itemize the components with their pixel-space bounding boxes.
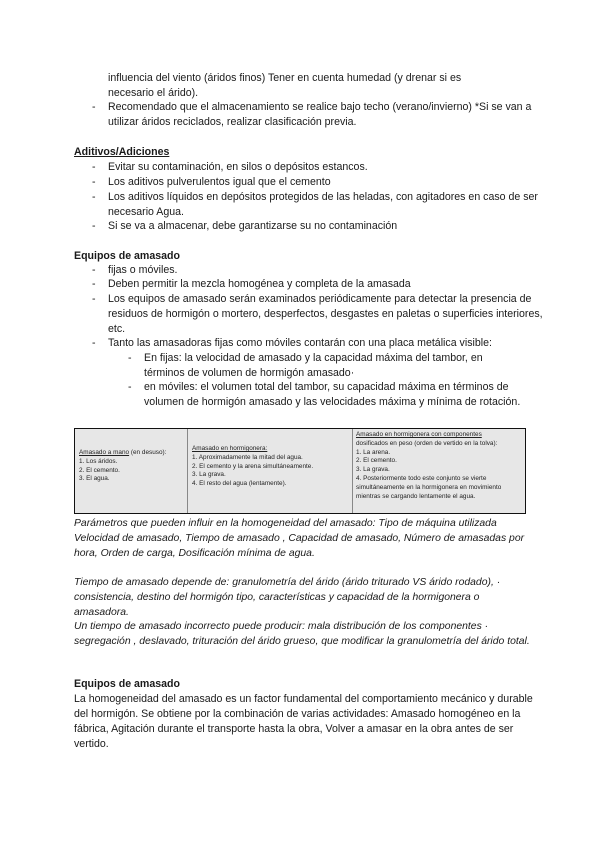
bullet-dash: -	[92, 337, 96, 349]
col3-title: Amasado en hormigonera con componentes	[356, 431, 482, 438]
col3-item: 2. El cemento.	[356, 457, 397, 465]
bullet-dash: -	[92, 161, 96, 173]
homogeneidad-paragraph: La homogeneidad del amasado es un factor fundamental del comportamiento mecánico y durable del hormigón. Se obtiene por la combinación de varias actividades: Amasado homogéneo en la fábrica, Agitación durante el transporte hasta la obra, Volver a amasar en la obra antes de ser vertido.	[74, 693, 533, 750]
bullet-dash: -	[92, 293, 96, 305]
equipos-item-4: Tanto las amasadoras fijas como móviles contarán con una placa metálica visible:	[108, 337, 492, 349]
equipos-heading: Equipos de amasado	[74, 250, 180, 262]
col2-item: 1. Aproximadamente la mitad del agua.	[192, 453, 303, 461]
col1-item: 1. Los áridos.	[79, 457, 118, 465]
bullet-dash: -	[92, 101, 96, 113]
continuation-line-1: influencia del viento (áridos finos) Tener en cuenta humedad (y drenar si es	[108, 72, 462, 84]
col1-item: 3. El agua.	[79, 475, 110, 483]
col1-item: 2. El cemento.	[79, 466, 120, 474]
parametros-paragraph: Parámetros que pueden influir en la homogeneidad del amasado: Tipo de máquina utilizada Velocidad de amasado, Tiempo de amasado , Capacidad de amasado, Número de amasadas por hora, Orden de carga, Dosificación mínima de agua.	[74, 518, 525, 559]
tiempo-paragraph: Tiempo de amasado depende de: granulometría del árido (árido triturado VS árido rodado), · consistencia, destino del hormigón tipo, características y capacidad de la hormigonera o amasadora.	[74, 577, 501, 618]
table-col-dosificados	[353, 429, 525, 513]
col2-item: 4. El resto del agua (lentamente).	[192, 480, 287, 488]
col3-item: 4. Posteriormente todo este conjunto se vierte simultáneamente en la hormigonera en movimiento mientras se cargando lentamente el agua.	[356, 474, 502, 500]
aditivos-item-4: Si se va a almacenar, debe garantizarse su no contaminación	[108, 220, 398, 232]
equipos-item-3: Los equipos de amasado serán examinados periódicamente para detectar la presencia de residuos de hormigón o mortero, desperfectos, desgastes en paletas o superficies interiores, etc.	[108, 293, 543, 335]
col2-title: Amasado en hormigonera:	[192, 445, 268, 452]
sub-bullet-dash: -	[128, 381, 132, 393]
col3-subtitle: dosificados en peso (orden de vertido en la tolva):	[356, 439, 498, 447]
table-col-hormigonera	[188, 429, 353, 513]
sub-bullet-dash: -	[128, 352, 132, 364]
continuation-line-2: necesario el árido).	[108, 87, 199, 99]
col3-item: 1. La arena.	[356, 448, 391, 456]
col3-item: 3. La grava.	[356, 466, 390, 474]
equipos-heading-2: Equipos de amasado	[74, 678, 180, 690]
col2-item: 2. El cemento y la arena simultáneamente.	[192, 462, 314, 470]
equipos-item-2: Deben permitir la mezcla homogénea y completa de la amasada	[108, 278, 411, 290]
col2-item: 3. La grava.	[192, 471, 226, 479]
storage-bullet-text: Recomendado que el almacenamiento se realice bajo techo (verano/invierno) *Si se van a utilizar áridos reciclados, realizar clasificación previa.	[108, 101, 532, 128]
bullet-dash: -	[92, 220, 96, 232]
bullet-dash: -	[92, 278, 96, 290]
equipos-sub-item-2: en móviles: el volumen total del tambor, su capacidad máxima en términos de volumen de hormigón amasado y las velocidades máxima y mínima de rotación.	[144, 381, 521, 408]
aditivos-item-3: Los aditivos líquidos en depósitos protegidos de las heladas, con agitadores en caso de ser necesario Agua.	[108, 191, 538, 218]
equipos-item-1: fijas o móviles.	[108, 264, 178, 276]
aditivos-item-2: Los aditivos pulverulentos igual que el cemento	[108, 176, 331, 188]
bullet-dash: -	[92, 176, 96, 188]
table-col-mano	[75, 429, 188, 513]
equipos-sub-item-1: En fijas: la velocidad de amasado y la capacidad máxima del tambor, en términos de volumen de hormigón amasado·	[144, 352, 483, 379]
aditivos-item-1: Evitar su contaminación, en silos o depósitos estancos.	[108, 161, 368, 173]
bullet-dash: -	[92, 264, 96, 276]
col1-title: Amasado a mano (en desuso):	[79, 449, 167, 456]
aditivos-heading: Aditivos/Adiciones	[74, 146, 170, 158]
tiempo-incorrecto-paragraph: Un tiempo de amasado incorrecto puede producir: mala distribución de los componentes · segregación , deslavado, trituración del árido grueso, que modificar la granulometría del árido total.	[74, 621, 530, 647]
amasado-methods-table	[74, 428, 526, 514]
bullet-dash: -	[92, 191, 96, 203]
